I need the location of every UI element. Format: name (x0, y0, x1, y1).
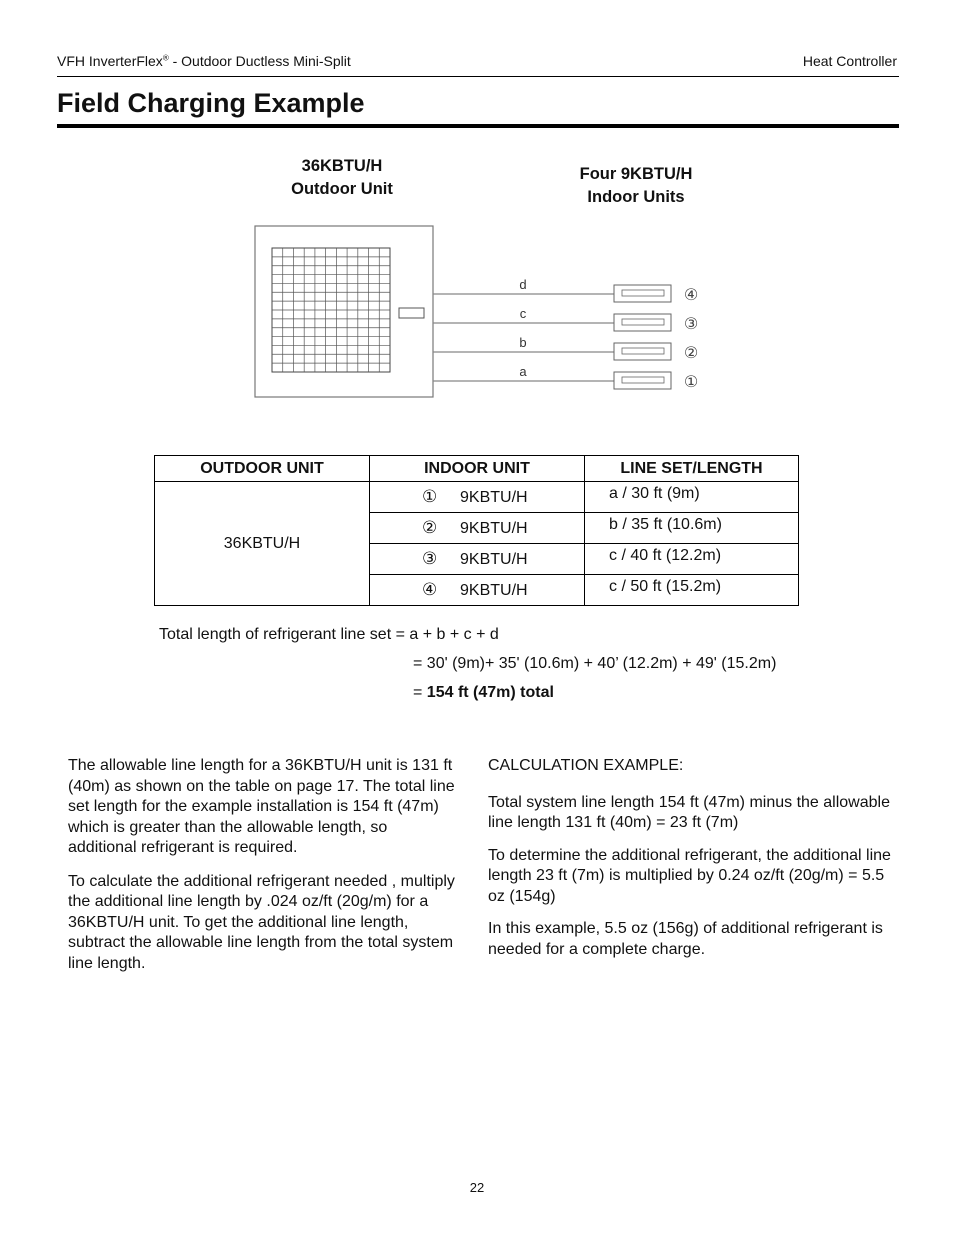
header-company: Heat Controller (802, 53, 897, 69)
total-value: 154 ft (47m) total (426, 684, 554, 701)
allowable-length-paragraph: The allowable line length for a 36KBTU/H unit is 131 ft (40m) as shown on the table on page 17. The total line set length for the example installation is 154 ft (47m) which is greater than the allowable length, so additional refrigerant is required. (68, 757, 455, 856)
indoor-unit-cell (370, 544, 585, 575)
indoor-capacity: 9KBTU/H (460, 489, 528, 506)
line-set-table (154, 455, 799, 606)
additional-refrigerant-paragraph: To determine the additional refrigerant, the additional line length 23 ft (7m) is multiplied by 0.24 oz/ft (20g/m) = 5.5 oz (154g) (488, 846, 891, 905)
indoor-unit-cell (370, 482, 585, 513)
indoor-units-label (536, 163, 736, 209)
line-label-b: b (519, 335, 527, 350)
conclusion-paragraph: In this example, 5.5 oz (156g) of additional refrigerant is needed for a complete charge. (488, 920, 883, 958)
equals-sign: = (413, 684, 427, 701)
total-length-formula: Total length of refrigerant line set = a + b + c + d (159, 626, 499, 643)
excess-length-paragraph: Total system line length 154 ft (47m) minus the allowable line length 131 ft (40m) = 23 ft (7m) (488, 793, 890, 831)
right-column (488, 756, 898, 960)
outdoor-capacity: 36KBTU/H (301, 157, 383, 175)
unit-number: ① (422, 487, 438, 506)
indoor-unit-slot (622, 348, 664, 354)
service-valve-box (399, 308, 424, 318)
col-header-line-set: LINE SET/LENGTH (585, 456, 799, 482)
indoor-count: Four 9KBTU/H (579, 165, 693, 183)
unit-number: ④ (422, 580, 438, 599)
line-label-d: d (519, 277, 527, 292)
calculation-method-paragraph: To calculate the additional refrigerant needed , multiply the additional line length by .024 oz/ft (20g/m) for a 36KBTU/H unit. To get the additional line length, subtract the allowable line length from the total system line length. (68, 872, 455, 972)
indoor-unit-number: ③ (683, 314, 699, 333)
col-header-indoor: INDOOR UNIT (370, 456, 585, 482)
calculation-example-heading: CALCULATION EXAMPLE: (488, 757, 684, 774)
page-number: 22 (469, 1180, 485, 1195)
line-label-a: a (519, 364, 527, 379)
indoor-unit-box (614, 343, 671, 360)
indoor-capacity: 9KBTU/H (460, 582, 528, 599)
indoor-unit-box (614, 314, 671, 331)
header-product: VFH InverterFlex (57, 53, 163, 69)
table-row (155, 482, 799, 513)
line-set-cell: c / 50 ft (15.2m) (585, 575, 799, 606)
indoor-unit-slot (622, 290, 664, 296)
total-length-result (413, 684, 554, 702)
unit-number: ③ (422, 549, 438, 568)
unit-number: ② (422, 518, 438, 537)
header-divider (57, 76, 899, 77)
outdoor-unit-box (255, 226, 433, 397)
outdoor-caption: Outdoor Unit (291, 180, 393, 198)
indoor-unit-cell (370, 513, 585, 544)
piping-diagram (250, 220, 710, 405)
indoor-unit-number: ④ (683, 285, 699, 304)
total-length-values: = 30' (9m)+ 35' (10.6m) + 40’ (12.2m) + 49' (15.2m) (413, 655, 777, 672)
line-label-c: c (519, 306, 527, 321)
line-set-cell: c / 40 ft (12.2m) (585, 544, 799, 575)
col-header-outdoor: OUTDOOR UNIT (155, 456, 370, 482)
outdoor-unit-label (252, 155, 432, 201)
registered-mark: ® (162, 53, 169, 63)
indoor-capacity: 9KBTU/H (460, 551, 528, 568)
header-document-title (57, 53, 351, 69)
left-column (68, 756, 460, 974)
outdoor-unit-cell: 36KBTU/H (155, 482, 370, 606)
indoor-unit-slot (622, 319, 664, 325)
indoor-unit-box (614, 285, 671, 302)
table-header-row (155, 456, 799, 482)
indoor-unit-box (614, 372, 671, 389)
indoor-caption: Indoor Units (587, 188, 685, 206)
line-set-cell: a / 30 ft (9m) (585, 482, 799, 513)
indoor-unit-cell (370, 575, 585, 606)
indoor-unit-number: ② (683, 343, 699, 362)
indoor-unit-slot (622, 377, 664, 383)
header-subtitle: - Outdoor Ductless Mini-Split (168, 53, 351, 69)
title-divider (57, 124, 899, 128)
indoor-capacity: 9KBTU/H (460, 520, 528, 537)
indoor-unit-number: ① (683, 372, 699, 391)
line-set-cell: b / 35 ft (10.6m) (585, 513, 799, 544)
page-title: Field Charging Example (57, 88, 365, 118)
